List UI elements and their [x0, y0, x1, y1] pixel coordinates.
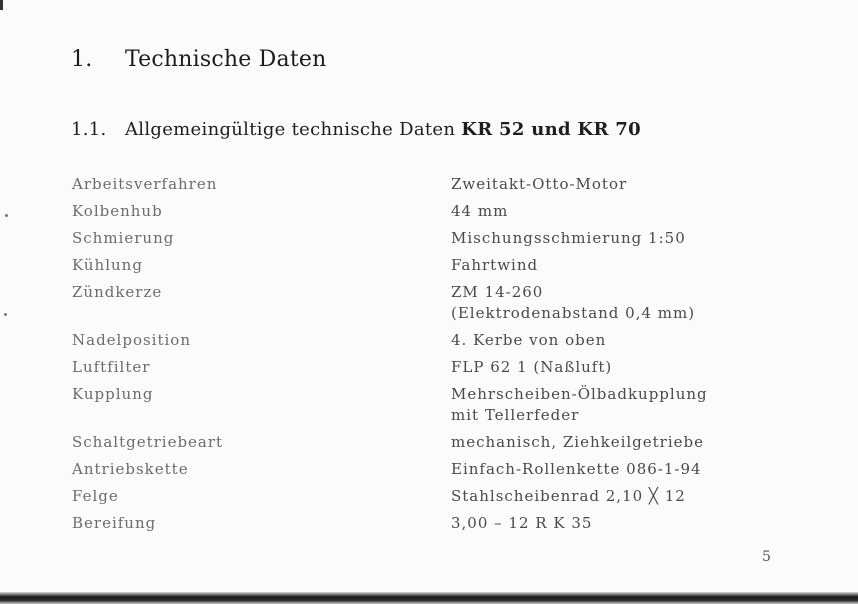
spec-row: [72, 252, 732, 279]
spec-value-line: Mehrscheiben-Ölbadkupplung: [451, 385, 708, 403]
spec-label: Luftfilter: [72, 358, 151, 376]
subsection-models: KR 52 und KR 70: [461, 119, 641, 140]
subsection-number: 1.1.: [71, 119, 107, 140]
section-title: Technische Daten: [125, 47, 327, 72]
spec-row: [72, 171, 732, 198]
spec-label: Arbeitsverfahren: [72, 175, 218, 193]
spec-label: Kupplung: [72, 385, 154, 403]
spec-label: Zündkerze: [72, 283, 163, 301]
section-heading: [71, 47, 326, 72]
spec-value: Zweitakt-Otto-Motor: [451, 175, 628, 193]
spec-label: Schaltgetriebeart: [72, 433, 224, 451]
spec-value-line: (Elektrodenabstand 0,4 mm): [451, 304, 696, 322]
spec-value: Fahrtwind: [451, 256, 539, 274]
page-number: 5: [762, 549, 771, 565]
spec-label: Antriebskette: [72, 460, 189, 478]
spec-row: [72, 483, 732, 510]
spec-value: mechanisch, Ziehkeilgetriebe: [451, 433, 705, 451]
section-number: 1.: [71, 47, 93, 72]
spec-value-line: mit Tellerfeder: [451, 406, 580, 424]
scan-bottom-edge: [0, 592, 858, 604]
scan-speck: [5, 214, 8, 217]
spec-label: Felge: [72, 487, 119, 505]
subsection-title: Allgemeingültige technische Daten: [125, 119, 462, 140]
spec-label: Kühlung: [72, 256, 143, 274]
subsection-heading: [71, 119, 641, 140]
spec-value: Mischungsschmierung 1:50: [451, 229, 686, 247]
spec-row: [72, 456, 732, 483]
spec-value-line: ZM 14-260: [451, 283, 544, 301]
spec-row: [72, 510, 732, 537]
spec-label: Nadelposition: [72, 331, 191, 349]
spec-row: [72, 279, 732, 327]
spec-value: FLP 62 1 (Naßluft): [451, 358, 613, 376]
spec-row: [72, 429, 732, 456]
spec-value: Stahlscheibenrad 2,10 ╳ 12: [451, 487, 686, 505]
spec-value: [451, 279, 732, 327]
spec-row: [72, 327, 732, 354]
spec-table: [72, 171, 732, 537]
spec-value: 44 mm: [451, 202, 509, 220]
scan-speck: [4, 313, 7, 316]
spec-label: Kolbenhub: [72, 202, 163, 220]
spec-row: [72, 381, 732, 429]
spec-value: Einfach-Rollenkette 086-1-94: [451, 460, 702, 478]
scan-corner-mark: [0, 0, 3, 10]
spec-row: [72, 198, 732, 225]
spec-label: Bereifung: [72, 514, 157, 532]
spec-label: Schmierung: [72, 229, 175, 247]
spec-value: 4. Kerbe von oben: [451, 331, 607, 349]
spec-row: [72, 354, 732, 381]
spec-value: [451, 381, 732, 429]
spec-value: 3,00 – 12 R K 35: [451, 514, 593, 532]
spec-row: [72, 225, 732, 252]
